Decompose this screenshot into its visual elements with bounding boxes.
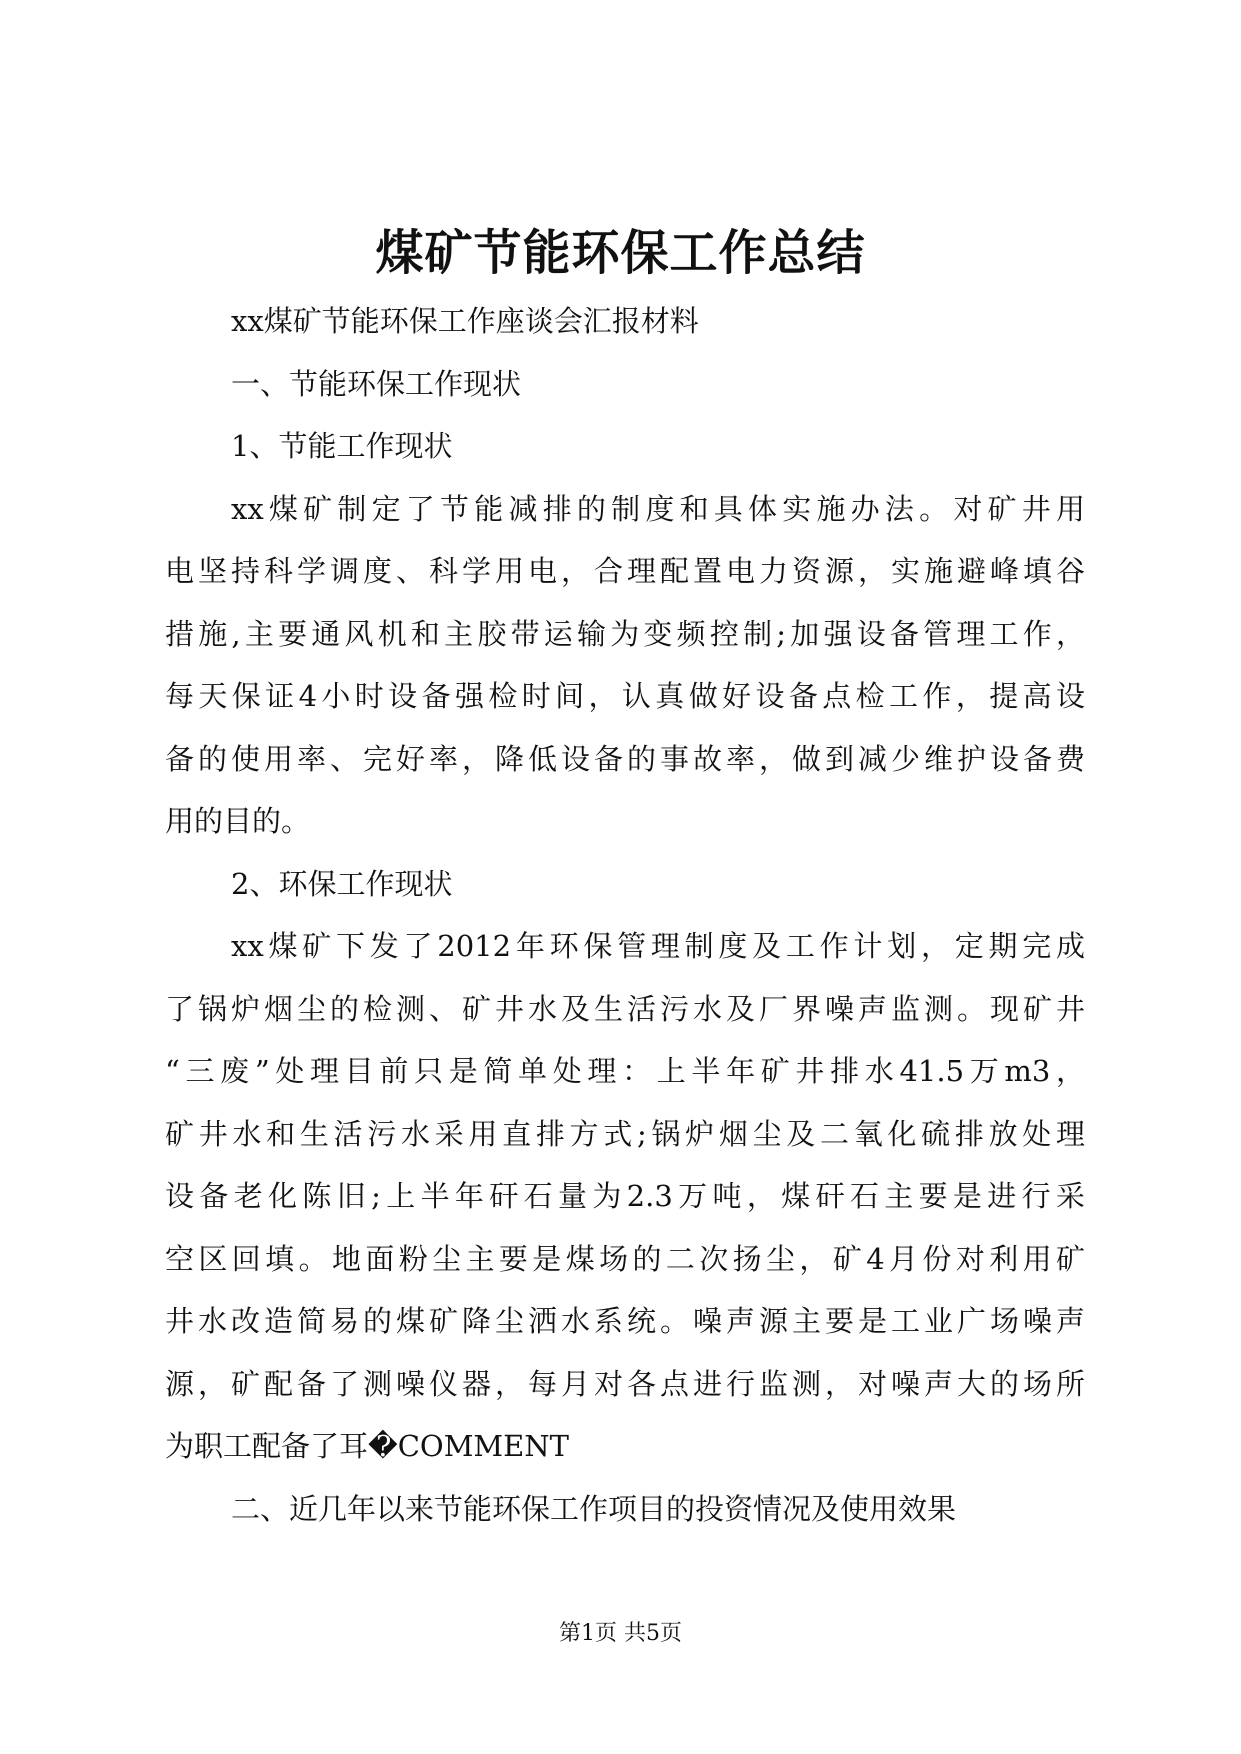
body-line: 每天保证4小时设备强检时间，认真做好设备点检工作，提高设	[165, 679, 1085, 713]
body-line: 二、近几年以来节能环保工作项目的投资情况及使用效果	[231, 1491, 957, 1526]
body-line: 矿井水和生活污水采用直排方式;锅炉烟尘及二氧化硫排放处理	[165, 1116, 1085, 1151]
body-line: 一、节能环保工作现状	[231, 366, 522, 401]
document-title: 煤矿节能环保工作总结	[375, 225, 866, 281]
body-line: 为职工配备了耳�COMMENT	[165, 1429, 569, 1463]
body-line: 用的目的。	[165, 804, 311, 838]
body-line: 电坚持科学调度、科学用电，合理配置电力资源，实施避峰填谷	[165, 554, 1085, 588]
body-line: 井水改造简易的煤矿降尘洒水系统。噪声源主要是工业广场噪声	[165, 1304, 1085, 1338]
body-line: 1、节能工作现状	[231, 429, 453, 463]
body-line: 空区回填。地面粉尘主要是煤场的二次扬尘，矿4月份对利用矿	[165, 1241, 1085, 1276]
body-line: 源，矿配备了测噪仪器，每月对各点进行监测，对噪声大的场所	[165, 1366, 1085, 1401]
body-line: xx煤矿制定了节能减排的制度和具体实施办法。对矿井用	[231, 491, 1085, 526]
page-number: 第1页 共5页	[559, 1621, 682, 1646]
body-line: 了锅炉烟尘的检测、矿井水及生活污水及厂界噪声监测。现矿井	[165, 991, 1085, 1026]
body-line: “三废”处理目前只是简单处理：上半年矿井排水41.5万m3，	[165, 1054, 1085, 1088]
body-line: 2、环保工作现状	[231, 866, 453, 901]
body-line: 备的使用率、完好率，降低设备的事故率，做到减少维护设备费	[165, 741, 1085, 776]
body-line: xx煤矿下发了2012年环保管理制度及工作计划，定期完成	[231, 929, 1085, 963]
body-line: 措施,主要通风机和主胶带运输为变频控制;加强设备管理工作，	[165, 616, 1085, 651]
body-line: xx煤矿节能环保工作座谈会汇报材料	[231, 304, 699, 338]
body-line: 设备老化陈旧;上半年矸石量为2.3万吨，煤矸石主要是进行采	[165, 1179, 1085, 1213]
